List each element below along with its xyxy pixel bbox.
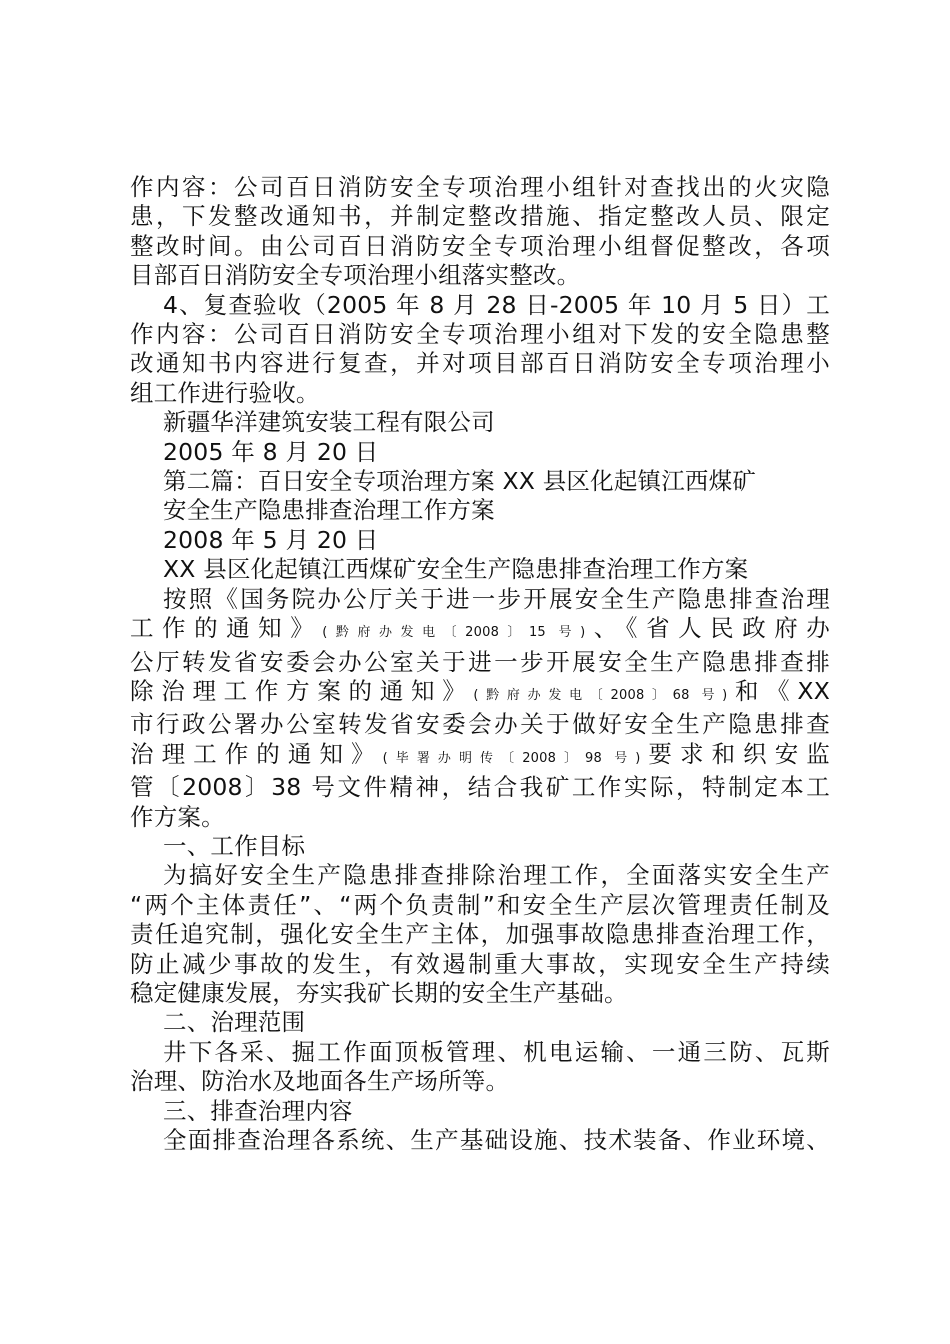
text-line: 责任追究制，强化安全生产主体，加强事故隐患排查治理工作， [130, 920, 830, 949]
document-page [130, 173, 830, 1155]
text-line: 作内容：公司百日消防安全专项治理小组对下发的安全隐患整 [130, 320, 830, 349]
text-line [130, 614, 830, 647]
text-line: 作方案。 [130, 802, 225, 831]
text-line: 2005 年 8 月 20 日 [163, 437, 379, 466]
text-run: 工作的通知》 [130, 614, 323, 643]
text-run: 和《XX [727, 676, 830, 705]
text-block [130, 173, 830, 614]
text-line: 患，下发整改通知书，并制定整改措施、指定整改人员、限定 [130, 202, 830, 231]
text-line: 市行政公署办公室转发省安委会办关于做好安全生产隐患排查 [130, 710, 830, 739]
text-line: 井下各采、掘工作面顶板管理、机电运输、一通三防、瓦斯 [163, 1037, 830, 1066]
text-line: 安全生产隐患排查治理工作方案 [163, 496, 495, 525]
text-line: 目部百日消防安全专项治理小组落实整改。 [130, 261, 581, 290]
text-line: 治理、防治水及地面各生产场所等。 [130, 1067, 510, 1096]
text-line: 4、复查验收（2005 年 8 月 28 日-2005 年 10 月 5 日）工 [163, 290, 830, 319]
text-line: 按照《国务院办公厅关于进一步开展安全生产隐患排查治理 [163, 584, 830, 613]
text-line: 新疆华洋建筑安装工程有限公司 [163, 408, 495, 437]
text-line: 第二篇：百日安全专项治理方案 XX 县区化起镇江西煤矿 [163, 467, 757, 496]
text-block [130, 710, 830, 739]
text-line: 一、工作目标 [163, 831, 306, 860]
text-line: 为搞好安全生产隐患排查排除治理工作，全面落实安全生产 [163, 861, 830, 890]
text-line [130, 740, 830, 773]
text-line: 稳定健康发展，夯实我矿长期的安全生产基础。 [130, 978, 628, 1007]
text-line: XX 县区化起镇江西煤矿安全生产隐患排查治理工作方案 [163, 555, 749, 584]
text-line: “两个主体责任”、“两个负责制”和安全生产层次管理责任制及 [130, 890, 830, 919]
text-line: 全面排查治理各系统、生产基础设施、技术装备、作业环境、 [163, 1126, 830, 1154]
small-citation: (黔府办发电〔2008〕15 号) [322, 625, 586, 641]
text-run: 除治理工作方案的通知》 [130, 676, 474, 705]
text-block [130, 773, 830, 1155]
text-line: 公厅转发省安委会办公室关于进一步开展安全生产隐患排查排 [130, 647, 830, 676]
text-run: 、《省人民政府办 [585, 614, 831, 643]
text-block [130, 648, 830, 677]
text-run: 要求和织安监 [640, 739, 830, 768]
small-citation: (黔府办发电〔2008〕68 号) [473, 687, 728, 703]
text-line: 管〔2008〕38 号文件精神，结合我矿工作实际，特制定本工 [130, 773, 830, 802]
text-line: 整改时间。由公司百日消防安全专项治理小组督促整改，各项 [130, 231, 830, 260]
text-run: 治理工作的通知》 [130, 739, 383, 768]
text-line: 三、排查治理内容 [163, 1096, 353, 1125]
small-citation: (毕署办明传〔2008〕98 号) [382, 750, 641, 766]
text-line: 组工作进行验收。 [130, 378, 320, 407]
text-line: 二、治理范围 [163, 1008, 306, 1037]
text-line: 2008 年 5 月 20 日 [163, 525, 379, 554]
text-line [130, 677, 830, 710]
text-line: 改通知书内容进行复查，并对项目部百日消防安全专项治理小 [130, 349, 830, 378]
text-line: 防止减少事故的发生，有效遏制重大事故，实现安全生产持续 [130, 949, 830, 978]
text-line: 作内容：公司百日消防安全专项治理小组针对查找出的火灾隐 [130, 173, 830, 201]
